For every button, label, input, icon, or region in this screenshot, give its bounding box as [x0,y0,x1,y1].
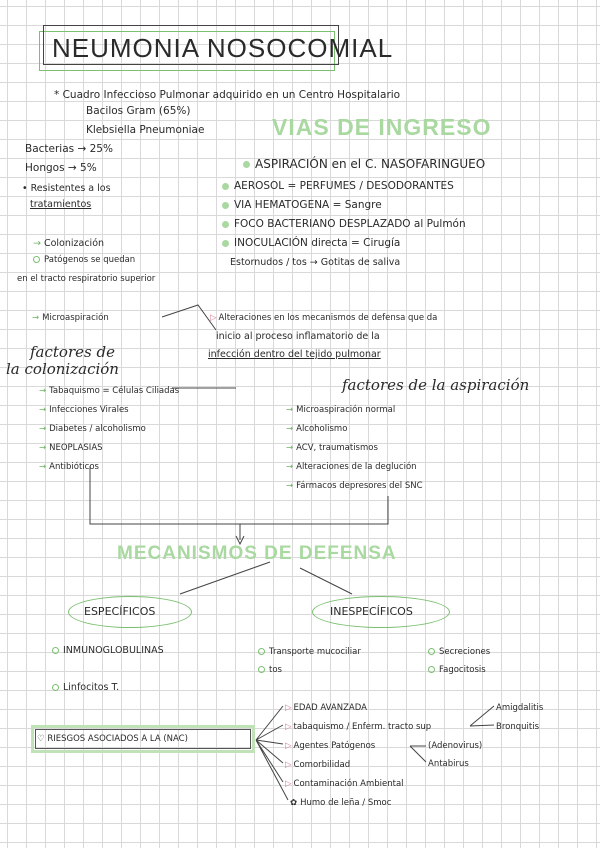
riesgo-item-3: ▷ Agentes Patógenos [285,741,376,751]
patogenos-line-2: en el tracto respiratorio superior [17,274,156,284]
inespecificos-label: INESPECÍFICOS [330,605,413,618]
factor-col-item-3: → Diabetes / alcoholismo [39,424,146,434]
factor-asp-item-2: → Alcoholismo [286,424,348,434]
microaspiracion-connector [162,305,216,330]
microaspiracion-text-3: infección dentro del tejido pulmonar [208,349,381,360]
arrow-right-icon: → [39,386,47,396]
tracto-branches [470,706,494,726]
patogenos-branches [410,746,426,762]
via-item-3: VIA HEMATOGENA = Sangre [222,199,382,212]
via-item-2: AEROSOL = PERFUMES / DESODORANTES [222,180,454,193]
riesgo-item-4: ▷ Comorbilidad [285,760,351,770]
tracto-sub-2: Bronquitis [496,722,539,732]
microaspiracion-label: → Microaspiración [32,313,109,323]
arrow-right-icon: → [39,405,47,415]
factores-aspiracion-title: factores de la aspiración [342,376,530,394]
esp-item-2: Linfocitos T. [52,681,119,694]
factor-asp-item-3: → ACV, traumatismos [286,443,378,453]
especificos-label: ESPECÍFICOS [84,605,156,618]
arrow-right-icon: → [286,481,294,491]
tracto-sub-1: Amigdalitis [496,703,544,713]
intro-line-1: * Cuadro Infeccioso Pulmonar adquirido en un Centro Hospitalario [54,89,401,101]
intro-line-2: Bacilos Gram (65%) [86,105,191,117]
page-title: NEUMONIA NOSOCOMIAL [52,33,394,63]
intro-line-3: Klebsiella Pneumoniae [86,124,205,136]
intro-line-5: Hongos → 5% [25,162,97,174]
inesp-item-1: Transporte mucociliar [258,646,361,659]
factor-asp-item-5: → Fármacos depresores del SNC [286,481,423,491]
factor-col-item-1: → Tabaquismo = Células Ciliadas [39,386,180,396]
inesp-item-2: tos [258,664,282,677]
via-item-1: ASPIRACIÓN en el C. NASOFARINGUEO [243,158,485,171]
riesgos-branches [256,706,288,800]
patogenos-line-1: Patógenos se quedan [33,254,135,267]
via-item-5: INOCULACIÓN directa = Cirugía [222,237,400,250]
vias-heading: VIAS DE INGRESO [272,114,492,140]
arrow-right-icon: → [286,443,294,453]
factores-colonizacion-title-1: factores de [30,343,115,361]
especificos-connector [180,562,270,594]
factor-col-item-5: → Antibióticos [39,462,99,472]
factor-col-item-4: → NEOPLASIAS [39,443,103,453]
triangle-bullet-icon: ▷ [285,779,292,789]
inesp-item-4: Fagocitosis [428,664,486,677]
triangle-bullet-icon: ▷ [285,760,292,770]
triangle-bullet-icon: ▷ [210,313,217,323]
resistentes-line-2: tratamientos [30,199,92,210]
bracket-line [90,466,388,524]
inesp-item-3: Secreciones [428,646,490,659]
riesgo-item-5: ▷ Contaminación Ambiental [285,779,404,789]
triangle-bullet-icon: ▷ [285,741,292,751]
triangle-bullet-icon: ▷ [285,703,292,713]
patogenos-sub-1: (Adenovirus) [428,741,483,751]
via-item-4: FOCO BACTERIANO DESPLAZADO al Pulmón [222,218,466,231]
riesgo-item-1: ▷ EDAD AVANZADA [285,703,367,713]
triangle-bullet-icon: ▷ [285,722,292,732]
factor-asp-item-1: → Microaspiración normal [286,405,396,415]
factor-col-item-2: → Infecciones Virales [39,405,129,415]
mecanismos-heading: MECANISMOS DE DEFENSA [117,543,397,564]
factores-colonizacion-title-2: la colonización [6,360,119,378]
arrow-right-icon: → [39,424,47,434]
arrow-right-icon: → [286,405,294,415]
riesgo-item-6: ✿ Humo de leña / Smoc [290,798,392,808]
microaspiracion-text-1: ▷ Alteraciones en los mecanismos de defensa que da [210,313,438,323]
intro-line-4: Bacterias → 25% [25,143,113,155]
arrow-right-icon: → [33,238,41,249]
riesgo-item-2: ▷ tabaquismo / Enferm. tracto sup [285,722,432,732]
arrow-right-icon: → [32,313,40,323]
resistentes-line-1: • Resistentes a los [22,183,111,194]
factor-asp-item-4: → Alteraciones de la deglución [286,462,417,472]
arrow-right-icon: → [286,424,294,434]
arrow-right-icon: → [39,443,47,453]
colonizacion-label: → Colonización [33,238,105,249]
inespecificos-connector [300,568,352,594]
arrow-right-icon: → [286,462,294,472]
patogenos-sub-2: Antabirus [428,759,469,769]
microaspiracion-text-2: inicio al proceso inflamatorio de la [216,331,380,342]
flower-icon: ✿ [290,798,298,808]
riesgos-label: ♡ RIESGOS ASOCIADOS A LA (NAC) [37,734,188,744]
estornudos-line: Estornudos / tos → Gotitas de saliva [230,257,401,268]
esp-item-1: INMUNOGLOBULINAS [52,644,164,657]
arrow-right-icon: → [39,462,47,472]
